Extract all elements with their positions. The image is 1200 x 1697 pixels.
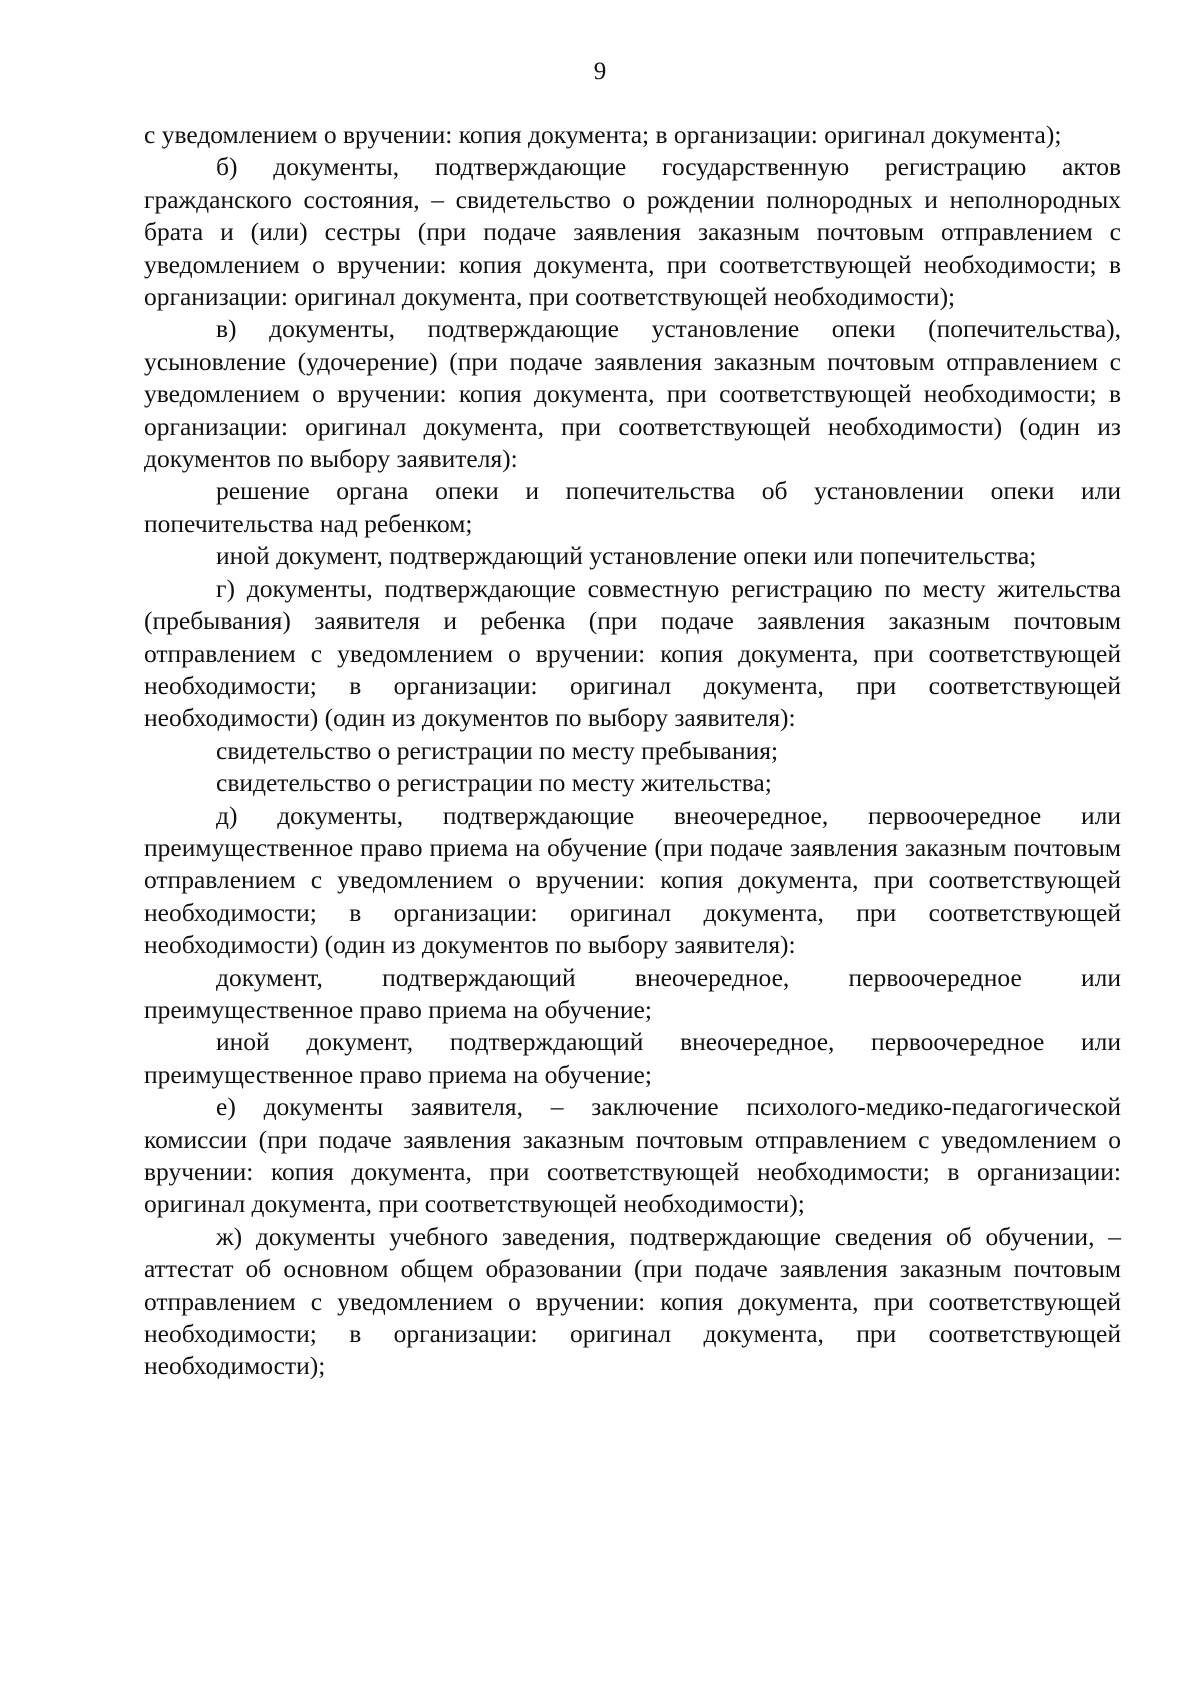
paragraph-item-zh-education-certificate: ж) документы учебного заведения, подтверждающие сведения об обучении, – аттестат об основном общем образовании (при подаче заявления заказным почтовым отправлением с уведомлением о вручении: копия документа, при соответствующей необходимости; в организации: оригинал документа, при соответствующей необходимости); bbox=[144, 1221, 1121, 1381]
paragraph-registration-residence: свидетельство о регистрации по месту жительства; bbox=[216, 768, 772, 798]
paragraph-guardianship-decision: решение органа опеки и попечительства об установлении опеки или попечительства над ребенком; bbox=[144, 476, 1121, 538]
paragraph-continuation: с уведомлением о вручении: копия документа; в организации: оригинал документа); bbox=[144, 120, 1062, 149]
paragraph-priority-document: документ, подтверждающий внеочередное, первоочередное или преимущественное право приема на обучение; bbox=[144, 962, 1121, 1024]
paragraph-item-e-pmpc-conclusion: е) документы заявителя, – заключение психолого-медико-педагогической комиссии (при подаче заявления заказным почтовым отправлением с уведомлением о вручении: копия документа, при соответствующей необходимости; в организации: оригинал документа, при соответствующей необходимости); bbox=[144, 1092, 1121, 1219]
paragraph-priority-other-document: иной документ, подтверждающий внеочередное, первоочередное или преимущественное право приема на обучение; bbox=[144, 1027, 1121, 1089]
page-number: 9 bbox=[593, 58, 607, 85]
paragraph-item-g-joint-registration: г) документы, подтверждающие совместную регистрацию по месту жительства (пребывания) заявителя и ребенка (при подаче заявления заказным почтовым отправлением с уведомлением о вручении: копия документа, при соответствующей необходимости; в организации: оригинал документа, при соответствующей необходимости) (один из документов по выбору заявителя): bbox=[144, 573, 1121, 733]
paragraph-registration-stay: свидетельство о регистрации по месту пребывания; bbox=[216, 735, 779, 765]
paragraph-item-v-guardianship: в) документы, подтверждающие установление опеки (попечительства), усыновление (удочерение) (при подаче заявления заказным почтовым отправлением с уведомлением о вручении: копия документа, при соответствующей необходимости; в организации: оригинал документа, при соответствующей необходимости) (один из документов по выбору заявителя): bbox=[144, 314, 1121, 474]
paragraph-item-d-priority-right: д) документы, подтверждающие внеочередное, первоочередное или преимущественное право приема на обучение (при подаче заявления заказным почтовым отправлением с уведомлением о вручении: копия документа, при соответствующей необходимости; в организации: оригинал документа, при соответствующей необходимости) (один из документов по выбору заявителя): bbox=[144, 800, 1121, 960]
document-body bbox=[144, 119, 1121, 1383]
paragraph-item-b-civil-registration: б) документы, подтверждающие государственную регистрацию актов гражданского состояния, – свидетельство о рождении полнородных и неполнородных брата и (или) сестры (при подаче заявления заказным почтовым отправлением с уведомлением о вручении: копия документа, при соответствующей необходимости; в организации: оригинал документа, при соответствующей необходимости); bbox=[144, 152, 1121, 312]
paragraph-guardianship-other-document: иной документ, подтверждающий установление опеки или попечительства; bbox=[216, 541, 1037, 571]
